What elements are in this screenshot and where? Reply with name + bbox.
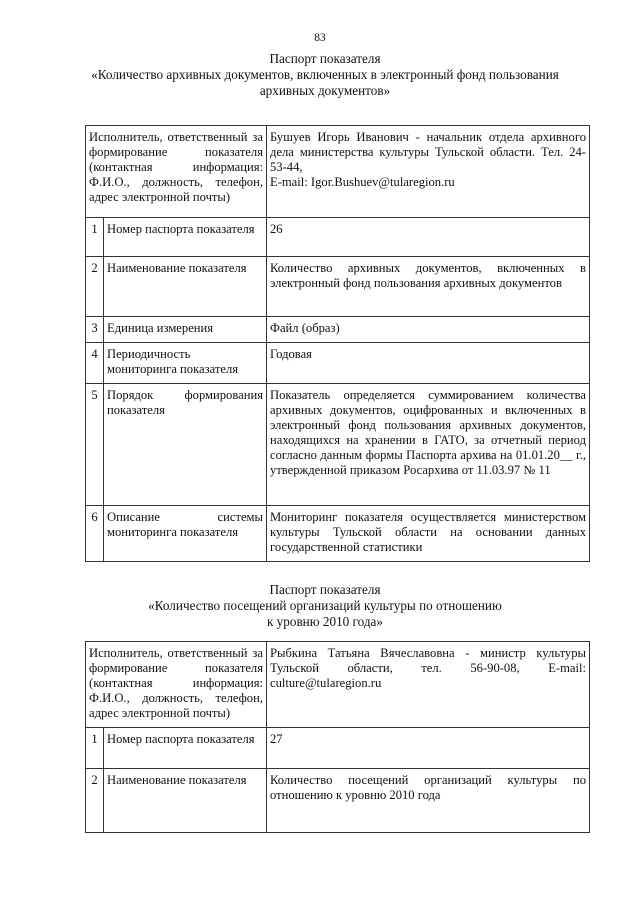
row-number: 1 [86, 728, 104, 769]
passport-1-heading-name-line2: архивных документов» [259, 83, 391, 98]
row-value: 26 [267, 218, 590, 257]
table-row [86, 769, 590, 833]
row-value: Показатель определяется суммированием количества архивных документов, оцифрованных и включенных в электронный фонд пользования архивных документов, находящихся на хранении в ГАТО, за отчетный период согласно данным формы Паспорта архива на 01.01.20__ г., утвержденной приказом Росархива от 11.03.97 № 11 [267, 384, 590, 506]
passport-1-table [85, 125, 590, 562]
executor-label: Исполнитель, ответственный за формирование показателя (контактная информация: Ф.И.О., должность, телефон, адрес электронной почты) [86, 126, 267, 218]
table-row [86, 257, 590, 317]
row-label: Наименование показателя [104, 257, 267, 317]
row-label: Порядок формирования показателя [104, 384, 267, 506]
row-number: 1 [86, 218, 104, 257]
passport-2-heading [60, 582, 590, 630]
table-row [86, 642, 590, 728]
row-label: Наименование показателя [104, 769, 267, 833]
row-label: Периодичность мониторинга показателя [104, 343, 267, 384]
table-row [86, 506, 590, 562]
executor-label: Исполнитель, ответственный за формирование показателя (контактная информация: Ф.И.О., должность, телефон, адрес электронной почты) [86, 642, 267, 728]
row-value: Количество посещений организаций культуры по отношению к уровню 2010 года [267, 769, 590, 833]
row-number: 2 [86, 769, 104, 833]
row-value: Мониторинг показателя осуществляется министерством культуры Тульской области на основании данных государственной статистики [267, 506, 590, 562]
row-label: Номер паспорта показателя [104, 728, 267, 769]
passport-2-heading-name-line1: «Количество посещений организаций культуры по отношению [148, 598, 502, 613]
executor-email[interactable]: E-mail: Igor.Bushuev@tularegion.ru [270, 175, 455, 189]
row-value: Файл (образ) [267, 317, 590, 343]
passport-2-heading-name-line2: к уровню 2010 года» [266, 614, 384, 629]
row-number: 2 [86, 257, 104, 317]
table-row [86, 317, 590, 343]
row-value: Годовая [267, 343, 590, 384]
table-row [86, 218, 590, 257]
table-row [86, 384, 590, 506]
row-value: 27 [267, 728, 590, 769]
row-label: Единица измерения [104, 317, 267, 343]
row-number: 5 [86, 384, 104, 506]
passport-2-heading-title: Паспорт показателя [269, 582, 381, 597]
row-number: 6 [86, 506, 104, 562]
passport-1-heading-name-line1: «Количество архивных документов, включенных в электронный фонд пользования [91, 67, 559, 82]
executor-value: Рыбкина Татьяна Вячеславовна - министр культуры Тульской области, тел. 56-90-08, E-mail: culture@tularegion.ru [267, 642, 590, 728]
row-label: Номер паспорта показателя [104, 218, 267, 257]
page-number: 83 [314, 32, 326, 44]
row-number: 3 [86, 317, 104, 343]
table-row [86, 728, 590, 769]
passport-1-heading [60, 51, 590, 99]
row-value: Количество архивных документов, включенных в электронный фонд пользования архивных документов [267, 257, 590, 317]
table-row [86, 126, 590, 218]
executor-cell [267, 126, 590, 218]
row-label: Описание системы мониторинга показателя [104, 506, 267, 562]
row-number: 4 [86, 343, 104, 384]
executor-value: Бушуев Игорь Иванович - начальник отдела архивного дела министерства культуры Тульской области. Тел. 24-53-44, [270, 130, 586, 174]
passport-1-heading-title: Паспорт показателя [269, 51, 381, 66]
table-row [86, 343, 590, 384]
passport-2-table [85, 641, 590, 833]
